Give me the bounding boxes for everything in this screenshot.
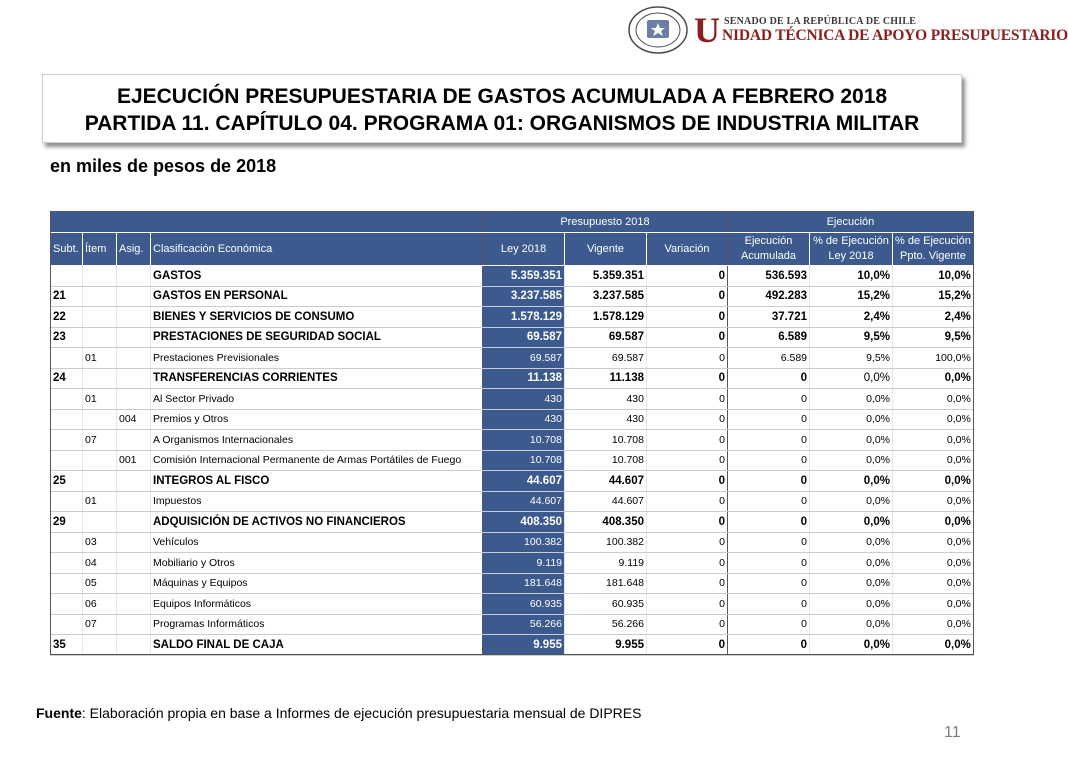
cell-variacion: 0: [647, 307, 728, 328]
cell-subt: 35: [51, 635, 83, 656]
cell-pct-ley: 10,0%: [810, 266, 893, 287]
cell-item: [83, 450, 117, 471]
col-pct-ley: [810, 233, 893, 266]
cell-ley: 10.708: [483, 430, 565, 451]
cell-subt: 24: [51, 368, 83, 389]
cell-asig: [117, 286, 151, 307]
cell-ejecucion: 0: [728, 430, 810, 451]
cell-ejecucion: 0: [728, 594, 810, 615]
title-line-2: PARTIDA 11. CAPÍTULO 04. PROGRAMA 01: ORGANISMOS DE INDUSTRIA MILITAR: [84, 112, 920, 135]
cell-vigente: 69.587: [565, 327, 647, 348]
cell-pct-ley: 0,0%: [810, 368, 893, 389]
table-row: [51, 286, 974, 307]
cell-clasificacion: A Organismos Internacionales: [151, 430, 483, 451]
cell-pct-ley: 0,0%: [810, 532, 893, 553]
col-item: Ítem: [83, 233, 117, 266]
cell-ejecucion: 0: [728, 532, 810, 553]
cell-item: 07: [83, 614, 117, 635]
cell-asig: [117, 389, 151, 410]
col-ley: Ley 2018: [483, 233, 565, 266]
cell-pct-vigente: 0,0%: [893, 368, 974, 389]
cell-vigente: 1.578.129: [565, 307, 647, 328]
cell-clasificacion: GASTOS EN PERSONAL: [151, 286, 483, 307]
cell-pct-vigente: 0,0%: [893, 573, 974, 594]
cell-vigente: 10.708: [565, 430, 647, 451]
senate-seal-icon: [628, 6, 688, 54]
cell-asig: 001: [117, 450, 151, 471]
cell-asig: [117, 430, 151, 451]
cell-variacion: 0: [647, 594, 728, 615]
cell-clasificacion: Comisión Internacional Permanente de Armas Portátiles de Fuego: [151, 450, 483, 471]
table-row: [51, 471, 974, 492]
cell-vigente: 44.607: [565, 491, 647, 512]
cell-variacion: 0: [647, 573, 728, 594]
cell-pct-ley: 9,5%: [810, 327, 893, 348]
cell-ley: 430: [483, 409, 565, 430]
cell-item: 01: [83, 389, 117, 410]
cell-clasificacion: BIENES Y SERVICIOS DE CONSUMO: [151, 307, 483, 328]
cell-vigente: 60.935: [565, 594, 647, 615]
col-pct-vig-line1: % de Ejecución: [895, 235, 971, 247]
cell-item: [83, 307, 117, 328]
cell-asig: [117, 307, 151, 328]
cell-subt: 29: [51, 512, 83, 533]
table-row: [51, 368, 974, 389]
cell-subt: [51, 553, 83, 574]
cell-ley: 69.587: [483, 348, 565, 369]
cell-clasificacion: Programas Informáticos: [151, 614, 483, 635]
cell-subt: [51, 614, 83, 635]
cell-vigente: 9.119: [565, 553, 647, 574]
cell-clasificacion: SALDO FINAL DE CAJA: [151, 635, 483, 656]
cell-clasificacion: Impuestos: [151, 491, 483, 512]
cell-pct-vigente: 0,0%: [893, 512, 974, 533]
units-subtitle: en miles de pesos de 2018: [50, 156, 277, 176]
cell-vigente: 100.382: [565, 532, 647, 553]
cell-asig: [117, 532, 151, 553]
cell-ejecucion: 0: [728, 368, 810, 389]
title-box: [42, 74, 962, 143]
cell-ley: 1.578.129: [483, 307, 565, 328]
cell-vigente: 430: [565, 389, 647, 410]
col-pct-vig-line2: Ppto. Vigente: [899, 250, 966, 262]
cell-variacion: 0: [647, 471, 728, 492]
cell-ley: 408.350: [483, 512, 565, 533]
budget-table: [50, 211, 974, 656]
cell-ejecucion: 0: [728, 389, 810, 410]
cell-item: [83, 471, 117, 492]
cell-asig: [117, 614, 151, 635]
cell-clasificacion: TRANSFERENCIAS CORRIENTES: [151, 368, 483, 389]
cell-clasificacion: Máquinas y Equipos: [151, 573, 483, 594]
cell-variacion: 0: [647, 286, 728, 307]
cell-ley: 9.119: [483, 553, 565, 574]
col-clasificacion: Clasificación Económica: [151, 233, 483, 266]
cell-pct-vigente: 0,0%: [893, 471, 974, 492]
cell-subt: [51, 594, 83, 615]
cell-subt: 23: [51, 327, 83, 348]
cell-ley: 430: [483, 389, 565, 410]
cell-subt: [51, 532, 83, 553]
cell-ley: 11.138: [483, 368, 565, 389]
cell-variacion: 0: [647, 409, 728, 430]
group-ejecucion: Ejecución: [728, 212, 974, 233]
cell-pct-ley: 0,0%: [810, 409, 893, 430]
table-row: [51, 409, 974, 430]
cell-ley: 9.955: [483, 635, 565, 656]
cell-ejecucion: 0: [728, 512, 810, 533]
cell-variacion: 0: [647, 389, 728, 410]
cell-subt: 22: [51, 307, 83, 328]
cell-item: 04: [83, 553, 117, 574]
table-row: [51, 512, 974, 533]
cell-clasificacion: Premios y Otros: [151, 409, 483, 430]
cell-clasificacion: PRESTACIONES DE SEGURIDAD SOCIAL: [151, 327, 483, 348]
cell-ejecucion: 6.589: [728, 327, 810, 348]
cell-ley: 60.935: [483, 594, 565, 615]
table-row: [51, 307, 974, 328]
cell-item: 05: [83, 573, 117, 594]
cell-variacion: 0: [647, 491, 728, 512]
cell-ley: 44.607: [483, 471, 565, 492]
cell-pct-ley: 0,0%: [810, 512, 893, 533]
cell-asig: [117, 553, 151, 574]
cell-vigente: 9.955: [565, 635, 647, 656]
cell-pct-vigente: 0,0%: [893, 553, 974, 574]
table-row: [51, 614, 974, 635]
table-row: [51, 327, 974, 348]
cell-subt: 25: [51, 471, 83, 492]
cell-vigente: 5.359.351: [565, 266, 647, 287]
cell-subt: [51, 409, 83, 430]
cell-subt: [51, 491, 83, 512]
col-vigente: Vigente: [565, 233, 647, 266]
cell-ejecucion: 6.589: [728, 348, 810, 369]
logo-letter: U: [694, 10, 720, 50]
cell-clasificacion: Al Sector Privado: [151, 389, 483, 410]
cell-ejecucion: 536.593: [728, 266, 810, 287]
col-pct-vigente: [893, 233, 974, 266]
cell-pct-ley: 2,4%: [810, 307, 893, 328]
cell-subt: [51, 348, 83, 369]
source-text: : Elaboración propia en base a Informes de ejecución presupuestaria mensual de DIPRES: [81, 705, 642, 721]
cell-pct-vigente: 0,0%: [893, 430, 974, 451]
cell-vigente: 408.350: [565, 512, 647, 533]
cell-subt: [51, 266, 83, 287]
cell-pct-ley: 0,0%: [810, 389, 893, 410]
cell-clasificacion: INTEGROS AL FISCO: [151, 471, 483, 492]
cell-asig: [117, 491, 151, 512]
cell-pct-ley: 0,0%: [810, 614, 893, 635]
col-pct-ley-line2: Ley 2018: [828, 250, 874, 262]
cell-ejecucion: 0: [728, 450, 810, 471]
cell-item: [83, 286, 117, 307]
cell-item: [83, 409, 117, 430]
cell-asig: [117, 266, 151, 287]
cell-pct-ley: 0,0%: [810, 491, 893, 512]
source-note: [36, 705, 641, 721]
table-row: [51, 389, 974, 410]
cell-asig: [117, 471, 151, 492]
cell-pct-vigente: 0,0%: [893, 594, 974, 615]
cell-vigente: 44.607: [565, 471, 647, 492]
table-row: [51, 532, 974, 553]
cell-ejecucion: 0: [728, 635, 810, 656]
cell-pct-ley: 0,0%: [810, 553, 893, 574]
cell-clasificacion: ADQUISICIÓN DE ACTIVOS NO FINANCIEROS: [151, 512, 483, 533]
cell-vigente: 11.138: [565, 368, 647, 389]
cell-ejecucion: 0: [728, 573, 810, 594]
cell-variacion: 0: [647, 430, 728, 451]
senate-logo: [628, 6, 1068, 56]
cell-item: 06: [83, 594, 117, 615]
cell-subt: [51, 450, 83, 471]
cell-pct-vigente: 15,2%: [893, 286, 974, 307]
table-row: [51, 553, 974, 574]
cell-subt: [51, 389, 83, 410]
cell-ejecucion: 0: [728, 491, 810, 512]
cell-asig: [117, 368, 151, 389]
cell-asig: [117, 635, 151, 656]
cell-asig: [117, 512, 151, 533]
cell-pct-vigente: 0,0%: [893, 409, 974, 430]
cell-subt: 21: [51, 286, 83, 307]
cell-vigente: 56.266: [565, 614, 647, 635]
cell-pct-ley: 0,0%: [810, 430, 893, 451]
cell-pct-ley: 0,0%: [810, 635, 893, 656]
cell-item: [83, 368, 117, 389]
col-ejecucion-acumulada: [728, 233, 810, 266]
cell-pct-vigente: 10,0%: [893, 266, 974, 287]
cell-item: 01: [83, 348, 117, 369]
group-presupuesto: Presupuesto 2018: [483, 212, 728, 233]
col-pct-ley-line1: % de Ejecución: [813, 235, 889, 247]
cell-ejecucion: 492.283: [728, 286, 810, 307]
cell-ejecucion: 0: [728, 409, 810, 430]
cell-item: 03: [83, 532, 117, 553]
cell-ley: 181.648: [483, 573, 565, 594]
cell-pct-vigente: 100,0%: [893, 348, 974, 369]
cell-variacion: 0: [647, 635, 728, 656]
cell-variacion: 0: [647, 266, 728, 287]
cell-variacion: 0: [647, 512, 728, 533]
table-row: [51, 450, 974, 471]
table-row: [51, 635, 974, 656]
cell-pct-vigente: 2,4%: [893, 307, 974, 328]
cell-ley: 44.607: [483, 491, 565, 512]
cell-item: 07: [83, 430, 117, 451]
cell-pct-ley: 15,2%: [810, 286, 893, 307]
cell-pct-ley: 0,0%: [810, 573, 893, 594]
cell-pct-vigente: 9,5%: [893, 327, 974, 348]
cell-variacion: 0: [647, 553, 728, 574]
cell-pct-ley: 0,0%: [810, 471, 893, 492]
cell-subt: [51, 573, 83, 594]
cell-item: [83, 327, 117, 348]
cell-ley: 10.708: [483, 450, 565, 471]
table-row: [51, 573, 974, 594]
cell-pct-vigente: 0,0%: [893, 614, 974, 635]
cell-asig: [117, 573, 151, 594]
cell-pct-vigente: 0,0%: [893, 389, 974, 410]
cell-variacion: 0: [647, 614, 728, 635]
cell-item: [83, 635, 117, 656]
header-blank: [51, 212, 483, 233]
cell-vigente: 69.587: [565, 348, 647, 369]
cell-item: [83, 512, 117, 533]
cell-ejecucion: 0: [728, 553, 810, 574]
cell-ejecucion: 0: [728, 614, 810, 635]
cell-ley: 3.237.585: [483, 286, 565, 307]
table-row: [51, 430, 974, 451]
cell-vigente: 181.648: [565, 573, 647, 594]
cell-variacion: 0: [647, 532, 728, 553]
cell-pct-vigente: 0,0%: [893, 532, 974, 553]
cell-pct-ley: 0,0%: [810, 594, 893, 615]
col-ejec-line2: Acumulada: [740, 250, 797, 262]
cell-vigente: 3.237.585: [565, 286, 647, 307]
cell-clasificacion: GASTOS: [151, 266, 483, 287]
cell-asig: [117, 327, 151, 348]
table-row: [51, 266, 974, 287]
table-row: [51, 594, 974, 615]
cell-vigente: 10.708: [565, 450, 647, 471]
cell-clasificacion: Prestaciones Previsionales: [151, 348, 483, 369]
cell-subt: [51, 430, 83, 451]
title-line-1: EJECUCIÓN PRESUPUESTARIA DE GASTOS ACUMULADA A FEBRERO 2018: [116, 85, 888, 108]
col-subt: Subt.: [51, 233, 83, 266]
logo-senado-text: SENADO DE LA REPÚBLICA DE CHILE: [724, 16, 917, 27]
cell-variacion: 0: [647, 450, 728, 471]
cell-ejecucion: 37.721: [728, 307, 810, 328]
cell-asig: 004: [117, 409, 151, 430]
table-row: [51, 491, 974, 512]
table-row: [51, 348, 974, 369]
cell-variacion: 0: [647, 327, 728, 348]
cell-variacion: 0: [647, 368, 728, 389]
cell-clasificacion: Equipos Informáticos: [151, 594, 483, 615]
cell-pct-vigente: 0,0%: [893, 450, 974, 471]
cell-pct-vigente: 0,0%: [893, 635, 974, 656]
col-asig: Asig.: [117, 233, 151, 266]
cell-ley: 5.359.351: [483, 266, 565, 287]
cell-ejecucion: 0: [728, 471, 810, 492]
col-ejec-line1: Ejecución: [744, 235, 793, 247]
cell-vigente: 430: [565, 409, 647, 430]
logo-unit-text: NIDAD TÉCNICA DE APOYO PRESUPUESTARIO: [722, 27, 1068, 44]
cell-clasificacion: Vehículos: [151, 532, 483, 553]
cell-pct-ley: 9,5%: [810, 348, 893, 369]
cell-ley: 56.266: [483, 614, 565, 635]
cell-asig: [117, 348, 151, 369]
cell-clasificacion: Mobiliario y Otros: [151, 553, 483, 574]
cell-pct-vigente: 0,0%: [893, 491, 974, 512]
page-number: 11: [944, 724, 961, 741]
cell-ley: 69.587: [483, 327, 565, 348]
cell-item: 01: [83, 491, 117, 512]
col-variacion: Variación: [647, 233, 728, 266]
source-label: Fuente: [36, 705, 82, 721]
cell-pct-ley: 0,0%: [810, 450, 893, 471]
cell-ley: 100.382: [483, 532, 565, 553]
cell-item: [83, 266, 117, 287]
cell-variacion: 0: [647, 348, 728, 369]
cell-asig: [117, 594, 151, 615]
